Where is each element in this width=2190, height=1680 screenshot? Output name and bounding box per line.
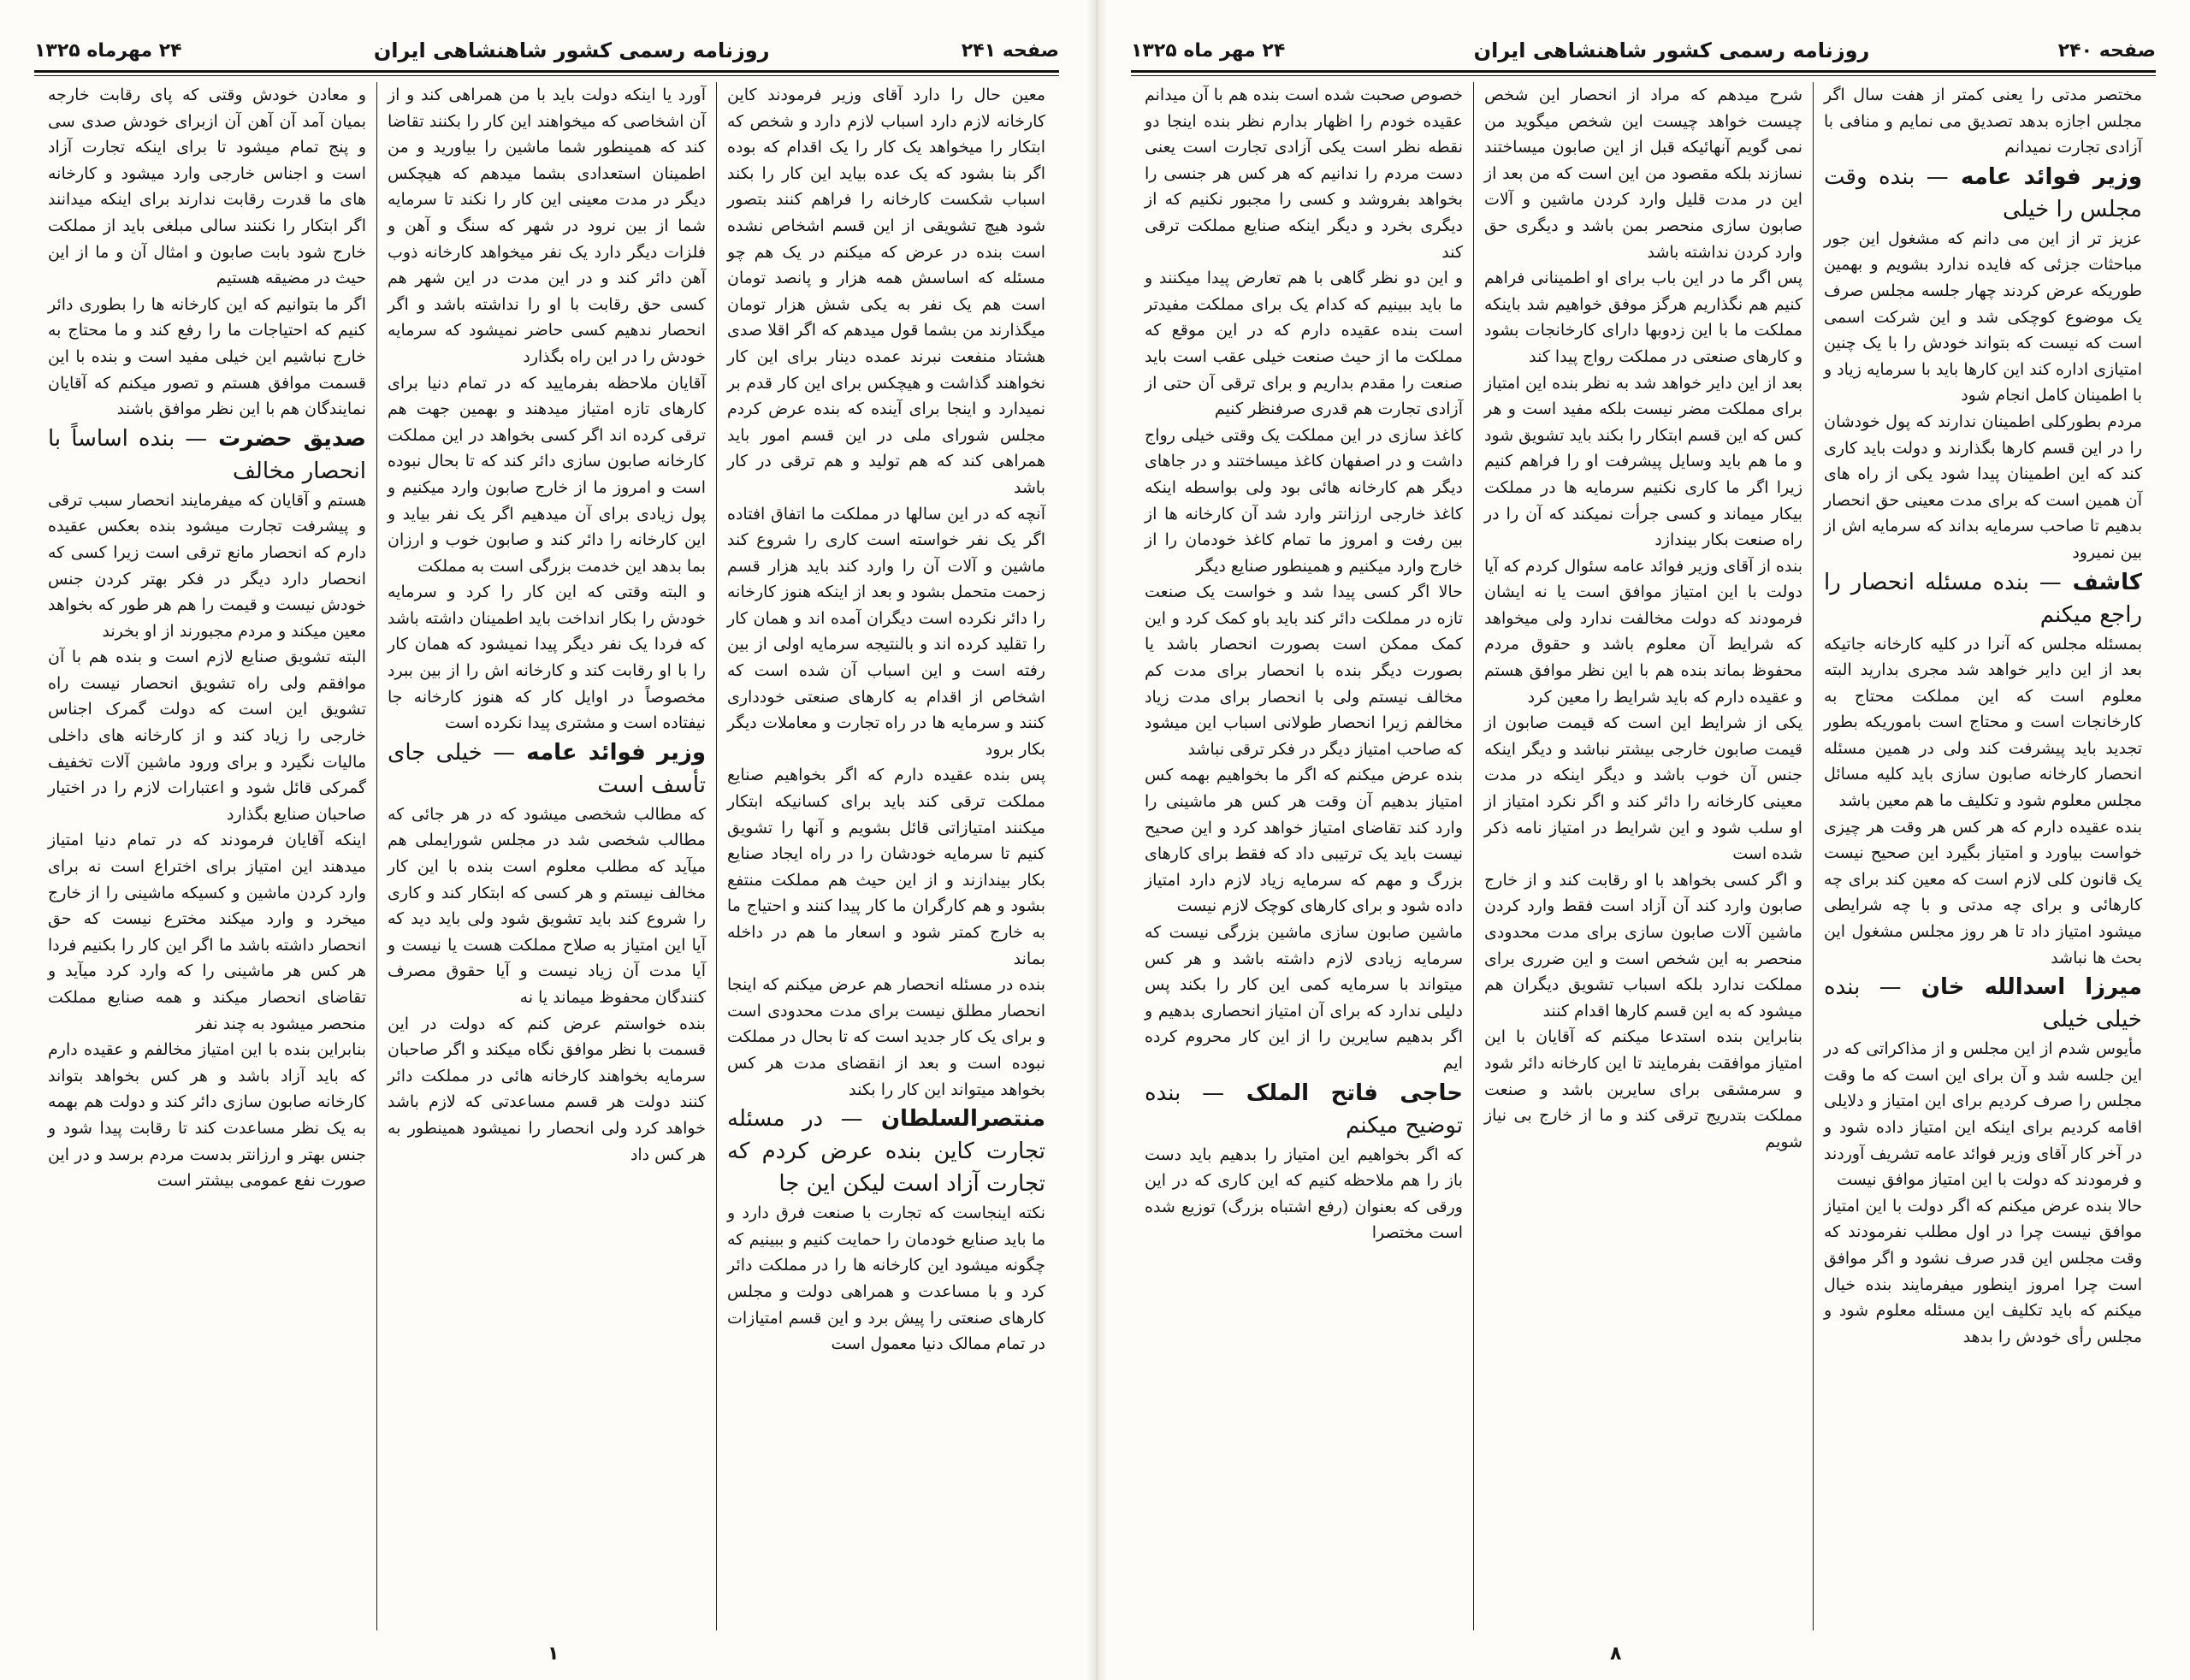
- paragraph: و معادن خودش وقتی که پای رقابت خارجه بمیان آمد آن آهن آن ازبرای خودش صدی سی و پنج تمام میشود تا برای اینکه تجارت آزاد است و اجناس خارجی وارد میشود و کارخانه های ما قدرت رقابت ندارند برای اینکه میدانند اگر ابتکار را نکنند سالی مبلغی باید از مملکت خارج شود بابت صابون و امثال آن و ما از این حیث در مضیقه هستیم: [48, 86, 366, 288]
- paragraph: نکته اینجاست که تجارت با صنعت فرق دارد و ما باید صنایع خودمان را حمایت کنیم و ببینیم که چگونه میشود این کارخانه ها را در مملکت دائر کرد و با مساعدت و همراهی دولت و مجلس کارهای صنعتی را پیش برد و این قسم امتیازات در تمام ممالک دنیا معمول است: [727, 1204, 1045, 1354]
- paragraph: آقایان ملاحظه بفرمایید که در تمام دنیا برای کارهای تازه امتیاز میدهند و بهمین جهت هم ترقی کرده اند اگر کسی بخواهد در این مملکت کارخانه صابون سازی دائر کند که تا بحال نبوده است و امروز ما از خارج صابون وارد میکنیم و پول زیادی برای آن میدهیم اگر یک نفر بیاید و این کارخانه را دائر کند و صابون خوب و ارزان بما بدهد این خدمت بزرگی است به مملکت: [388, 373, 706, 576]
- left-page-columns: [38, 82, 1056, 1630]
- left-page-date: ۲۴ مهرماه ۱۳۲۵: [34, 39, 182, 62]
- paragraph: کاغذ سازی در این مملکت یک وقتی خیلی رواج داشت و در اصفهان کاغذ میساختند و در جاهای دیگر هم کارخانه هائی بود ولی بواسطه اینکه کاغذ خارجی ارزانتر وارد شد آن کارخانه ها از بین رفت و امروز ما تمام کاغذ خودمان را از خارج وارد میکنیم و همینطور صنایع دیگر: [1145, 425, 1463, 576]
- paragraph: مردم بطورکلی اطمینان ندارند که پول خودشان را در این قسم کارها بگذارند و دولت باید کاری کند که این اطمینان پیدا شود یکی از راه های آن همین است که برای مدت معینی حق انحصار بدهیم تا صاحب سرمایه بداند که سرمایه اش از بین نمیرود: [1824, 411, 2142, 562]
- speaker-name: منتصرالسلطان: [880, 1106, 1045, 1133]
- speaker-intro-text: — بنده اساساً با انحصار مخالف: [48, 425, 366, 484]
- paragraph: اینکه آقایان فرمودند که در تمام دنیا امتیاز میدهند این امتیاز برای اختراع است نه برای وارد کردن ماشین و کسیکه ماشینی را از خارج میخرد و وارد میکند مخترع نیست که حق انحصار داشته باشد ما اگر این کار را بکنیم فردا هر کس هر ماشینی را که وارد کرد میآید و تقاضای انحصار میکند و همه صنایع مملکت منحصر میشود به چند نفر: [48, 831, 366, 1033]
- speaker-heading: [1145, 1077, 1463, 1142]
- speaker-heading: [1824, 971, 2142, 1036]
- paragraph: هستم و آقایان که میفرمایند انحصار سبب ترقی و پیشرفت تجارت میشود بنده بعکس عقیده دارم که انحصار مانع ترقی است زیرا کسی که انحصار دارد دیگر در فکر بهتر کردن جنس خودش نیست و قیمت را هم هر طور که بخواهد معین میکند و مردم مجبورند از او بخرند: [48, 490, 366, 641]
- right-page-columns: [1134, 82, 2152, 1630]
- text-column: [1814, 82, 2152, 1630]
- paragraph: و البته وقتی که این کار را کرد و سرمایه خودش را بکار انداخت باید اطمینان داشته باشد که فردا یک نفر دیگر پیدا نمیشود که همان کار را با او رقابت کند و کارخانه اش را از بین ببرد مخصوصاً در اوایل کار که هنوز کارخانه جا نیفتاده است و مشتری پیدا نکرده است: [388, 583, 706, 733]
- paragraph: بنده در مسئله انحصار هم عرض میکنم که اینجا انحصار مطلق نیست برای مدت محدودی است و برای یک کار جدید است که تا بحال در مملکت نبوده است و بعد از انقضای مدت هر کس بخواهد میتواند این کار را بکند: [727, 975, 1045, 1099]
- left-page: [0, 0, 1093, 1680]
- right-page-date: ۲۴ مهر ماه ۱۳۲۵: [1131, 39, 1286, 62]
- right-page-footer-number: ۸: [1610, 1643, 1622, 1665]
- paragraph: بنابراین بنده با این امتیاز مخالفم و عقیده دارم که باید آزاد باشد و هر کس بخواهد بتواند کارخانه صابون سازی دائر کند و دولت هم بهمه به یک نظر مساعدت کند تا رقابت پیدا شود و جنس بهتر و ارزانتر بدست مردم برسد و در این صورت نفع عمومی بیشتر است: [48, 1040, 366, 1191]
- text-column: [377, 82, 717, 1630]
- paragraph: یکی از شرایط این است که قیمت صابون از قیمت صابون خارجی بیشتر نباشد و دیگر اینکه جنس آن خوب باشد و دیگر اینکه در مدت معینی کارخانه را دائر کند و اگر نکرد امتیاز از او سلب شود و این شرایط در امتیاز نامه ذکر شده است: [1484, 713, 1802, 864]
- paragraph: و اگر کسی بخواهد با او رقابت کند و از خارج صابون وارد کند آن آزاد است فقط وارد کردن ماشین آلات صابون سازی برای مدت محدودی منحصر به این شخص است و این ضرری برای مملکت ندارد بلکه اسباب تشویق دیگران هم میشود که به این قسم کارها اقدام کنند: [1484, 870, 1802, 1020]
- left-page-header-rule: [34, 70, 1059, 76]
- speaker-name: حاجی فاتح الملک: [1246, 1080, 1463, 1106]
- paragraph: البته تشویق صنایع لازم است و بنده هم با آن موافقم ولی راه تشویق انحصار نیست راه تشویق این است که دولت گمرک اجناس خارجی را زیاد کند و از کارخانه های داخلی مالیات نگیرد و برای ورود ماشین آلات تخفیف گمرکی قائل شود و اعتبارات لازم را در اختیار صاحبان صنایع بگذارد: [48, 648, 366, 824]
- speaker-heading: [1824, 566, 2142, 631]
- speaker-heading: [727, 1103, 1045, 1200]
- paragraph: پس بنده عقیده دارم که اگر بخواهیم صنایع مملکت ترقی کند باید برای کسانیکه ابتکار میکنند امتیازاتی قائل بشویم و آنها را تشویق کنیم تا سرمایه خودشان را در راه ایجاد صنایع بکار بیندازند و از این حیث هم مملکت منتفع بشود و هم کارگران ما کار پیدا کنند و احتیاج ما به خارج کمتر شود و اسعار ما هم در داخله بماند: [727, 766, 1045, 968]
- paragraph: بنده عقیده دارم که هر کس هر وقت هر چیزی خواست بیاورد و امتیاز بگیرد این صحیح نیست یک قانون کلی لازم است که معین کند برای چه کارهائی و برای چه مدتی و با چه شرایطی میشود امتیاز داد تا هر روز مجلس مشغول این بحث ها نباشد: [1824, 817, 2142, 967]
- speaker-name: کاشف: [2072, 569, 2142, 595]
- left-page-header: [34, 34, 1059, 67]
- speaker-intro-text: — در مسئله تجارت کاین بنده عرض کردم که تجارت آزاد است لیکن این جا: [727, 1106, 1045, 1198]
- paragraph: بنابراین بنده استدعا میکنم که آقایان با این امتیاز موافقت بفرمایند تا این کارخانه دائر شود و سرمشقی برای سایرین باشد و صنعت مملکت بتدریج ترقی کند و ما از خارج بی نیاز شویم: [1484, 1027, 1802, 1151]
- paragraph: حالا اگر کسی پیدا شد و خواست یک صنعت تازه در مملکت دائر کند باید باو کمک کرد و این کمک ممکن است بصورت انحصار باشد یا بصورت دیگر بنده با انحصار برای مدت کم مخالف نیستم ولی با انحصار برای مدت زیاد مخالفم زیرا انحصار طولانی اسباب این میشود که صاحب امتیاز دیگر در فکر ترقی نباشد: [1145, 583, 1463, 759]
- right-page-header-rule: [1131, 70, 2156, 76]
- speaker-intro-text: — بنده مسئله انحصار را راجع میکنم: [1824, 569, 2142, 628]
- paragraph: که اگر بخواهیم این امتیاز را بدهیم باید دست باز را هم ملاحظه کنیم که این کاری که در این ورقی که بعنوان (رفع اشتباه بزرگ) توزیع شده است مختصرا: [1145, 1145, 1463, 1243]
- paragraph: بنده از آقای وزیر فوائد عامه سئوال کردم که آیا دولت با این امتیاز موافق است یا نه ایشان فرمودند که دولت مخالفت ندارد ولی میخواهد که شرایط آن معلوم باشد و حقوق مردم محفوظ بماند بنده هم با این نظر موافق هستم و عقیده دارم که باید شرایط را معین کرد: [1484, 556, 1802, 707]
- paragraph: بمسئله مجلس که آنرا در کلیه کارخانه جاتیکه بعد از این دایر خواهد شد مجری بدارید البته معلوم است که این مملکت محتاج به کارخانجات است و محتاج است باموریکه بطور تجدید باید پیشرفت کند ولی در همین مسئله انحصار کارخانه صابون سازی باید کلیه مسائل مجلس معلوم شود و تکلیف ما هم معین باشد: [1824, 634, 2142, 811]
- text-column: [1134, 82, 1474, 1630]
- paragraph: آنچه که در این سالها در مملکت ما اتفاق افتاده اگر یک نفر خواسته است کاری را شروع کند ماشین و آلات آن را وارد کند باید هزار قسم زحمت متحمل بشود و بعد از اینکه هنوز کارخانه را دائر نکرده است دیگران آمده اند و همان کار را تقلید کرده اند و بالنتیجه سرمایه اولی از بین رفته است و این اسباب آن شده است که اشخاص از اقدام به کارهای صنعتی خودداری کنند و سرمایه ها در راه تجارت و معاملات دیگر بکار برود: [727, 504, 1045, 759]
- speaker-name: میرزا اسدالله خان: [1921, 974, 2142, 1001]
- paragraph: حالا بنده عرض میکنم که اگر دولت با این امتیاز موافق نیست چرا در اول مطلب نفرمودند که وقت مجلس این قدر صرف نشود و اگر موافق است چرا امروز اینطور میفرمایند بنده خیال میکنم که باید تکلیف این مسئله معلوم شود و مجلس رأی خودش را بدهد: [1824, 1196, 2142, 1346]
- speaker-heading: [388, 736, 706, 802]
- text-column: [1474, 82, 1814, 1630]
- paragraph: بعد از این دایر خواهد شد به نظر بنده این امتیاز برای مملکت مضر نیست بلکه مفید است و هر کس که این قسم ابتکار را بکند باید تشویق شود و ما هم باید وسایل پیشرفت او را فراهم کنیم زیرا اگر ما کاری نکنیم سرمایه ها در مملکت بیکار میماند و کسی جرأت نمیکند که آن را در راه صنعت بکار بیندازد: [1484, 373, 1802, 550]
- right-page-newspaper-title: روزنامه رسمی کشور شاهنشاهی ایران: [1473, 38, 1870, 62]
- paragraph: و این دو نظر گاهی با هم تعارض پیدا میکنند و ما باید ببینیم که کدام یک برای مملکت مفیدتر است بنده عقیده دارم که در این موقع که مملکت ما از حیث صنعت خیلی عقب است باید صنعت را مقدم بداریم و برای ترقی آن حتی از آزادی تجارت هم قدری صرفنظر کنیم: [1145, 269, 1463, 419]
- speaker-intro-text: — خیلی جای تأسف است: [388, 739, 706, 798]
- paragraph: عزیز تر از این می دانم که مشغول این جور مباحثات جزئی که فایده ندارد بشویم و بهمین طوریکه عرض کردند چهار جلسه مجلس صرف یک موضوع کوچکی شد و این شرکت اسمی است که نیست که بتواند خودش را با یک چنین امتیازی اداره کند این کارها باید با سرمایه زیاد و با اطمینان کامل انجام شود: [1823, 228, 2142, 405]
- paragraph: مأیوس شدم از این مجلس و از مذاکراتی که در این جلسه شد و آن برای این است که ما وقت مجلس را صرف کردیم برای این امتیاز و دلایلی اقامه کردیم برای اینکه این امتیاز داده شود و در آخر کار آقای وزیر فوائد عامه تشریف آوردند و فرمودند که دولت با این امتیاز موافق نیست: [1824, 1039, 2142, 1190]
- speaker-name: وزیر فوائد عامه: [526, 739, 706, 766]
- right-page-header: [1131, 34, 2156, 67]
- speaker-heading: [48, 423, 366, 488]
- speaker-name: وزیر فوائد عامه: [1961, 163, 2142, 190]
- paragraph: که مطالب شخصی میشود که در هر جائی که مطالب شخصی شد در مجلس شورایملی هم میآید که مطلب معلوم است بنده با این کار مخالف نیستم و هر کسی که ابتکار کند و کاری را شروع کند باید تشویق شود ولی باید دید که آیا این امتیاز به صلاح مملکت هست یا نیست و آیا مدت آن زیاد نیست و آیا حقوق مصرف کنندگان محفوظ میماند یا نه: [388, 804, 706, 1007]
- speaker-intro-text: — بنده توضیح میکنم: [1145, 1080, 1463, 1139]
- paragraph: آورد یا اینکه دولت باید با من همراهی کند و از آن اشخاصی که میخواهند این کار را بکنند تقاضا کند که همینطور شما ماشین را بیاورید و من اطمینان استعدادی بشما میدهم که هیچکس دیگر در مدت معینی این کار را نکند تا سرمایه شما از بین نرود در شهر که سنگ و آهن و فلزات دیگر دارد یک نفر میخواهد کارخانه ذوب آهن دائر کند و در این مدت در این شهر هم کسی حق رقابت با او را نداشته باشد و اگر انحصار ندهیم کسی حاضر نمیشود که سرمایه خودش را در این راه بگذارد: [388, 86, 706, 366]
- paragraph: مختصر مدتی را یعنی کمتر از هفت سال اگر مجلس اجازه بدهد تصدیق می نمایم و منافی با آزادی تجارت نمیدانم: [1824, 86, 2142, 157]
- speaker-intro-text: — بنده خیلی خیلی: [1824, 974, 2142, 1033]
- paragraph: پس اگر ما در این باب برای او اطمینانی فراهم کنیم هم نگذاریم هرگز موفق خواهیم شد باینکه مملکت ما با این زدوبها دارای کارخانجات بشود و کارهای صنعتی در مملکت رواج پیدا کند: [1484, 269, 1802, 366]
- paragraph: شرح میدهم که مراد از انحصار این شخص چیست خواهد چیست این شخص میگوید من نمی گویم آنهائیکه قبل از این صابون میساختند نسازند بلکه مقصود من این است که من بعد از این در مدت قلیل وارد کردن ماشین و آلات صابون سازی منحصر بمن باشد و دیگری حق وارد کردن نداشته باشد: [1484, 86, 1802, 262]
- right-page-number-label: صفحه ۲۴۰: [2057, 39, 2156, 62]
- paragraph: اگر ما بتوانیم که این کارخانه ها را بطوری دائر کنیم که احتیاجات ما را رفع کند و ما محتاج به خارج نباشیم این خیلی مفید است و بنده با این قسمت موافق هستم و تصور میکنم که آقایان نمایندگان هم با این نظر موافق باشند: [48, 294, 366, 419]
- right-page: [1097, 0, 2190, 1680]
- paragraph: ماشین صابون سازی ماشین بزرگی نیست که سرمایه زیادی لازم داشته باشد و هر کس میتواند با سرمایه کمی این کار را بکند پس دلیلی ندارد که برای آن امتیاز انحصاری بدهیم و اگر بدهیم سایرین را از این کار محروم کرده ایم: [1145, 923, 1463, 1073]
- left-page-number-label: صفحه ۲۴۱: [961, 39, 1059, 62]
- left-page-footer-number: ۱: [548, 1643, 559, 1665]
- text-column: [38, 82, 377, 1630]
- paragraph: بنده عرض میکنم که اگر ما بخواهیم بهمه کس امتیاز بدهیم آن وقت هر کس هر ماشینی را وارد کند تقاضای امتیاز خواهد کرد و این صحیح نیست باید یک ترتیبی داد که فقط برای کارهای بزرگ و مهم که سرمایه زیاد لازم دارد امتیاز داده شود و برای کارهای کوچک لازم نیست: [1145, 766, 1463, 916]
- text-column: [717, 82, 1056, 1630]
- left-page-newspaper-title: روزنامه رسمی کشور شاهنشاهی ایران: [373, 38, 770, 62]
- speaker-heading: [1824, 161, 2142, 226]
- paragraph: معین حال را دارد آقای وزیر فرمودند کاین کارخانه لازم دارد اسباب لازم دارد و شخص که ابتکار را میخواهد یک کار را یک اقدام که بوده اگر بنا بشود که یک عده بیاید این کار را بکند اسباب شکست کارخانه را فراهم کنند بتصور شود هیچ تشویقی از این قسم اشخاص نشده است بنده در عرض که میکنم در یک هم چو مسئله که اساسش همه هزار و پانصد تومان است هم یک نفر به یکی شش هزار تومان میگذارند من بشما قول میدهم که اگر اقلا صدی هشتاد منفعت نبرند عمده دینار برای این کار نخواهند گذاشت و هیچکس برای این کار قدم بر نمیدارد و اینجا برای آینده که بنده عرض کردم مجلس شورای ملی در این قسم امور باید همراهی کند که هم تولید و هم ترقی در کار باشد: [727, 86, 1045, 497]
- speaker-name: صدیق حضرت: [218, 425, 366, 452]
- speaker-intro-text: — بنده وقت مجلس را خیلی: [1824, 163, 2142, 222]
- paragraph: خصوص صحبت شده است بنده هم با آن میدانم عقیده خودم را اظهار بدارم نظر بنده اینجا دو نقطه نظر است یکی آزادی تجارت است یعنی دست مردم را ندانیم که هر کس هر جنسی را بخواهد بفروشد و کسی را مجبور نکنیم که از دیگری بخرد و دیگر اینکه صنایع مملکت ترقی کند: [1145, 86, 1463, 262]
- paragraph: بنده خواستم عرض کنم که دولت در این قسمت با نظر موافق نگاه میکند و اگر صاحبان سرمایه بخواهند کارخانه هائی در مملکت دائر کنند دولت هر قسم مساعدتی که لازم باشد خواهد کرد ولی انحصار را نمیشود همینطور به هر کس داد: [388, 1014, 706, 1164]
